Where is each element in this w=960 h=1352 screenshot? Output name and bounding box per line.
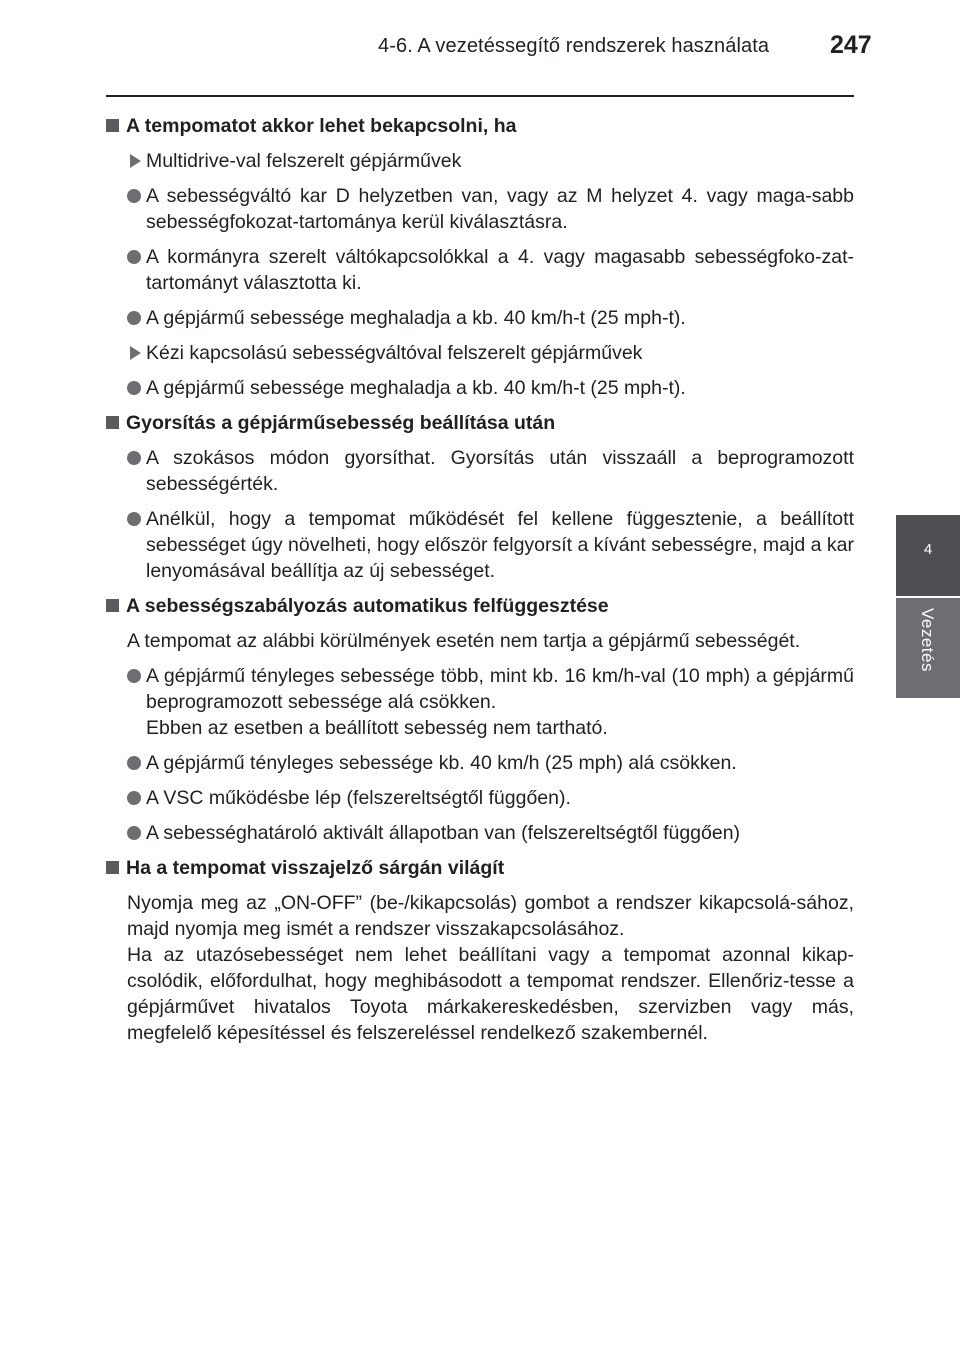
list-item	[106, 663, 854, 741]
page-header-title: 4-6. A vezetéssegítő rendszerek használata	[378, 35, 770, 57]
subheading	[106, 148, 854, 174]
circle-bullet-icon	[127, 669, 141, 683]
list-item	[106, 445, 854, 497]
circle-bullet-icon	[127, 756, 141, 770]
list-item-text: A gépjármű sebessége meghaladja a kb. 40 km/h-t (25 mph-t).	[146, 377, 686, 399]
chapter-number: 4	[923, 541, 933, 558]
square-bullet-icon	[106, 119, 119, 132]
list-item-text: A sebességváltó kar D helyzetben van, vagy az M helyzet 4. vagy maga-sabb sebességfokozat-tartománya kerül kiválasztásra.	[146, 185, 854, 233]
header-divider	[106, 95, 854, 97]
section-heading-text: Ha a tempomat visszajelző sárgán világít	[126, 857, 505, 879]
section-heading-text: Gyorsítás a gépjárműsebesség beállítása után	[126, 412, 556, 434]
section-heading	[106, 855, 854, 881]
triangle-bullet-icon	[130, 154, 141, 168]
square-bullet-icon	[106, 416, 119, 429]
list-item	[106, 244, 854, 296]
page-number: 247	[830, 31, 872, 59]
paragraph-text: Ha az utazósebességet nem lehet beállítani vagy a tempomat azonnal kikap-csolódik, előfordulhat, hogy meghibásodott a tempomat rendszer. Ellenőriz-tesse a gépjárművet hivatalos Toyota márkakereskedésben, szervizben vagy más, megfelelő képesítéssel és felszereléssel rendelkező szakembernél.	[127, 944, 854, 1044]
list-item	[106, 375, 854, 401]
paragraph	[106, 890, 854, 1046]
list-item	[106, 750, 854, 776]
list-item-text: A sebességhatároló aktivált állapotban van (felszereltségtől függően)	[146, 822, 741, 844]
list-item	[106, 183, 854, 235]
list-item-note: Ebben az esetben a beállított sebesség nem tartható.	[146, 717, 608, 739]
list-item	[106, 785, 854, 811]
triangle-bullet-icon	[130, 346, 141, 360]
list-item-text: A VSC működésbe lép (felszereltségtől függően).	[146, 787, 571, 809]
section-heading	[106, 410, 854, 436]
section-heading	[106, 593, 854, 619]
list-item	[106, 820, 854, 846]
subheading-text: Multidrive-val felszerelt gépjárművek	[146, 150, 462, 172]
circle-bullet-icon	[127, 826, 141, 840]
paragraph-text: Nyomja meg az „ON-OFF” (be-/kikapcsolás) gombot a rendszer kikapcsolá-sához, majd nyomja meg ismét a rendszer visszakapcsolásához.	[127, 892, 854, 940]
circle-bullet-icon	[127, 451, 141, 465]
list-item	[106, 506, 854, 584]
subheading-text: Kézi kapcsolású sebességváltóval felszerelt gépjárművek	[146, 342, 643, 364]
list-item-text: A gépjármű sebessége meghaladja a kb. 40 km/h-t (25 mph-t).	[146, 307, 686, 329]
circle-bullet-icon	[127, 311, 141, 325]
paragraph: A tempomat az alábbi körülmények esetén nem tartja a gépjármű sebességét.	[127, 630, 801, 652]
list-item-text: Anélkül, hogy a tempomat működését fel kellene függesztenie, a beállított sebességet úgy növelheti, hogy először felgyorsít a kívánt sebességre, majd a kar lenyomásával beállítja az új sebességet.	[146, 508, 854, 582]
section-heading	[106, 113, 854, 139]
chapter-label: Vezetés	[918, 608, 937, 672]
circle-bullet-icon	[127, 189, 141, 203]
section-heading-text: A sebességszabályozás automatikus felfüggesztése	[126, 595, 609, 617]
section-heading-text: A tempomatot akkor lehet bekapcsolni, ha	[126, 115, 517, 137]
chapter-tab	[896, 515, 960, 596]
circle-bullet-icon	[127, 381, 141, 395]
circle-bullet-icon	[127, 250, 141, 264]
list-item-text: A kormányra szerelt váltókapcsolókkal a 4. vagy magasabb sebességfoko-zat-tartományt választotta ki.	[146, 246, 854, 294]
list-item-text: A szokásos módon gyorsíthat. Gyorsítás után visszaáll a beprogramozott sebességérték.	[146, 447, 854, 495]
square-bullet-icon	[106, 861, 119, 874]
chapter-label-tab	[896, 598, 960, 698]
list-item-text: A gépjármű tényleges sebessége több, mint kb. 16 km/h-val (10 mph) a gépjármű beprogramozott sebessége alá csökken.	[146, 665, 854, 713]
list-item	[106, 305, 854, 331]
circle-bullet-icon	[127, 512, 141, 526]
page-content	[106, 113, 854, 1055]
square-bullet-icon	[106, 599, 119, 612]
subheading	[106, 340, 854, 366]
list-item-text: A gépjármű tényleges sebessége kb. 40 km/h (25 mph) alá csökken.	[146, 752, 737, 774]
circle-bullet-icon	[127, 791, 141, 805]
